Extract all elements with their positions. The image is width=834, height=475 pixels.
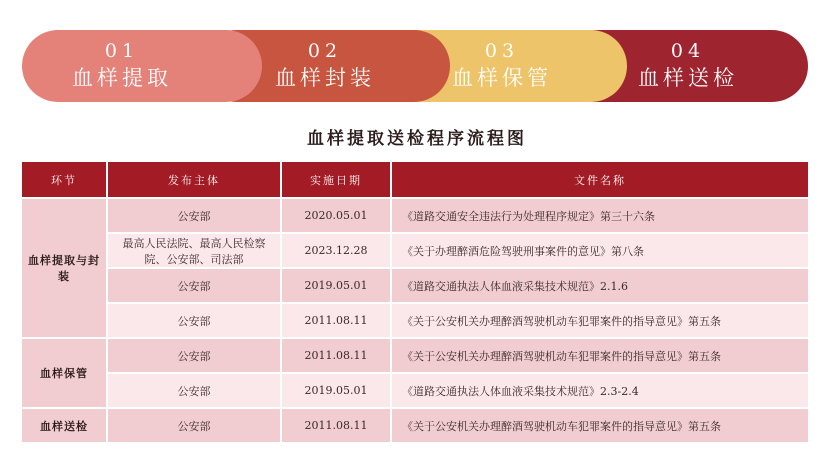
document-cell: 《关于公安机关办理醉酒驾驶机动车犯罪案件的指导意见》第五条 (392, 302, 808, 337)
step-1 (22, 30, 262, 102)
issuer-cell: 公安部 (108, 372, 282, 407)
date-cell: 2011.08.11 (282, 302, 392, 337)
document-cell: 《关于公安机关办理醉酒驾驶机动车犯罪案件的指导意见》第五条 (392, 407, 808, 442)
date-cell: 2019.05.01 (282, 267, 392, 302)
step-label: 血样封装 (275, 66, 375, 90)
step-number: 03 (484, 40, 520, 62)
issuer-cell: 公安部 (108, 337, 282, 372)
document-cell: 《道路交通安全违法行为处理程序规定》第三十六条 (392, 197, 808, 232)
header-issuer: 发布主体 (108, 162, 282, 197)
step-number: 01 (104, 40, 140, 62)
table-row (22, 372, 808, 407)
header-date: 实施日期 (282, 162, 392, 197)
table-row (22, 302, 808, 337)
document-cell: 《道路交通执法人体血液采集技术规范》2.3-2.4 (392, 372, 808, 407)
issuer-cell: 公安部 (108, 197, 282, 232)
table-row (22, 337, 808, 372)
stage-cell: 血样保管 (22, 337, 108, 407)
table-row (22, 232, 808, 267)
regulation-table (22, 162, 808, 442)
step-label: 血样送检 (638, 66, 738, 90)
date-cell: 2020.05.01 (282, 197, 392, 232)
table-header-row (22, 162, 808, 197)
step-number: 02 (307, 40, 343, 62)
step-number: 04 (670, 40, 706, 62)
issuer-cell: 公安部 (108, 267, 282, 302)
document-cell: 《关于公安机关办理醉酒驾驶机动车犯罪案件的指导意见》第五条 (392, 337, 808, 372)
stage-cell: 血样送检 (22, 407, 108, 442)
process-steps (22, 30, 808, 102)
stage-cell: 血样提取与封装 (22, 197, 108, 337)
step-label: 血样提取 (72, 66, 172, 90)
table-row (22, 407, 808, 442)
header-stage: 环节 (22, 162, 108, 197)
table-row (22, 197, 808, 232)
header-document: 文件名称 (392, 162, 808, 197)
date-cell: 2011.08.11 (282, 407, 392, 442)
date-cell: 2019.05.01 (282, 372, 392, 407)
issuer-cell: 最高人民法院、最高人民检察院、公安部、司法部 (108, 232, 282, 267)
document-cell: 《道路交通执法人体血液采集技术规范》2.1.6 (392, 267, 808, 302)
issuer-cell: 公安部 (108, 302, 282, 337)
document-cell: 《关于办理醉酒危险驾驶刑事案件的意见》第八条 (392, 232, 808, 267)
issuer-cell: 公安部 (108, 407, 282, 442)
page-title: 血样提取送检程序流程图 (307, 129, 527, 149)
step-label: 血样保管 (452, 66, 552, 90)
table-row (22, 267, 808, 302)
date-cell: 2011.08.11 (282, 337, 392, 372)
date-cell: 2023.12.28 (282, 232, 392, 267)
